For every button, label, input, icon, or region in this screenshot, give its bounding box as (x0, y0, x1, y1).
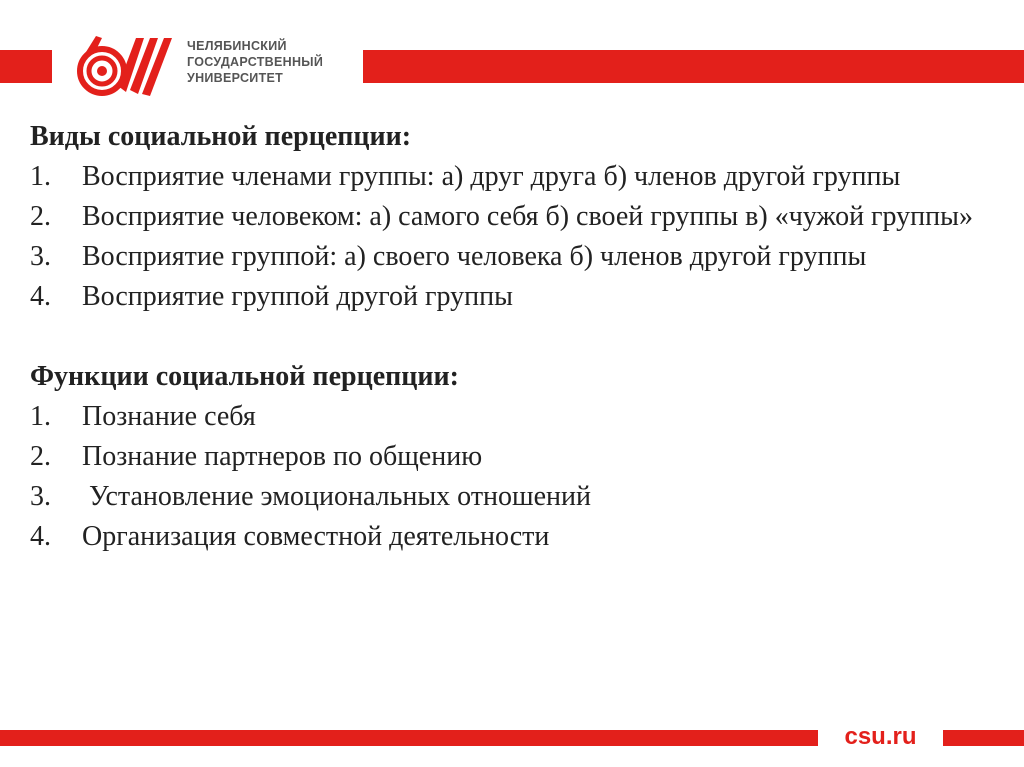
list-item-text: Восприятие группой: а) своего человека б) членов другой группы (82, 241, 867, 272)
list-number: 3. (30, 241, 51, 272)
list-item-text: Организация совместной деятельности (82, 521, 550, 552)
list-number: 1. (30, 401, 51, 432)
list-number: 4. (30, 521, 51, 552)
types-list-item (30, 157, 980, 197)
types-list-item (30, 277, 980, 317)
footer-site-link[interactable]: csu.ru (844, 723, 917, 750)
functions-list-item (30, 517, 980, 557)
functions-list-item (30, 437, 980, 477)
types-list-item (30, 237, 980, 277)
list-item-text: Восприятие группой другой группы (82, 281, 513, 312)
list-item-text: Установление эмоциональных отношений (82, 481, 591, 512)
list-number: 4. (30, 281, 51, 312)
list-number: 2. (30, 201, 51, 232)
university-name (187, 38, 323, 86)
list-item-text: Познание партнеров по общению (82, 441, 483, 472)
footer-red-bar-left (0, 730, 818, 746)
list-item-text: Восприятие членами группы: а) друг друга б) членов другой группы (82, 161, 901, 192)
functions-list-item (30, 477, 980, 517)
university-logo-icon (72, 34, 172, 98)
list-number: 3. (30, 481, 51, 512)
list-number: 1. (30, 161, 51, 192)
types-list-item (30, 197, 980, 237)
footer-red-bar-right (943, 730, 1024, 746)
types-heading: Виды социальной перцепции: (30, 121, 412, 152)
list-item-text: Познание себя (82, 401, 256, 432)
slide-content (30, 117, 980, 557)
list-item-text: Восприятие человеком: а) самого себя б) своей группы в) «чужой группы» (82, 201, 973, 232)
header-red-bar-right (363, 50, 1024, 83)
list-number: 2. (30, 441, 51, 472)
header-red-bar-left (0, 50, 52, 83)
functions-list-item (30, 397, 980, 437)
university-name-line: ЧЕЛЯБИНСКИЙ (187, 39, 287, 53)
university-name-line: ГОСУДАРСТВЕННЫЙ (187, 55, 324, 69)
functions-heading: Функции социальной перцепции: (30, 361, 459, 392)
university-name-line: УНИВЕРСИТЕТ (187, 71, 284, 85)
